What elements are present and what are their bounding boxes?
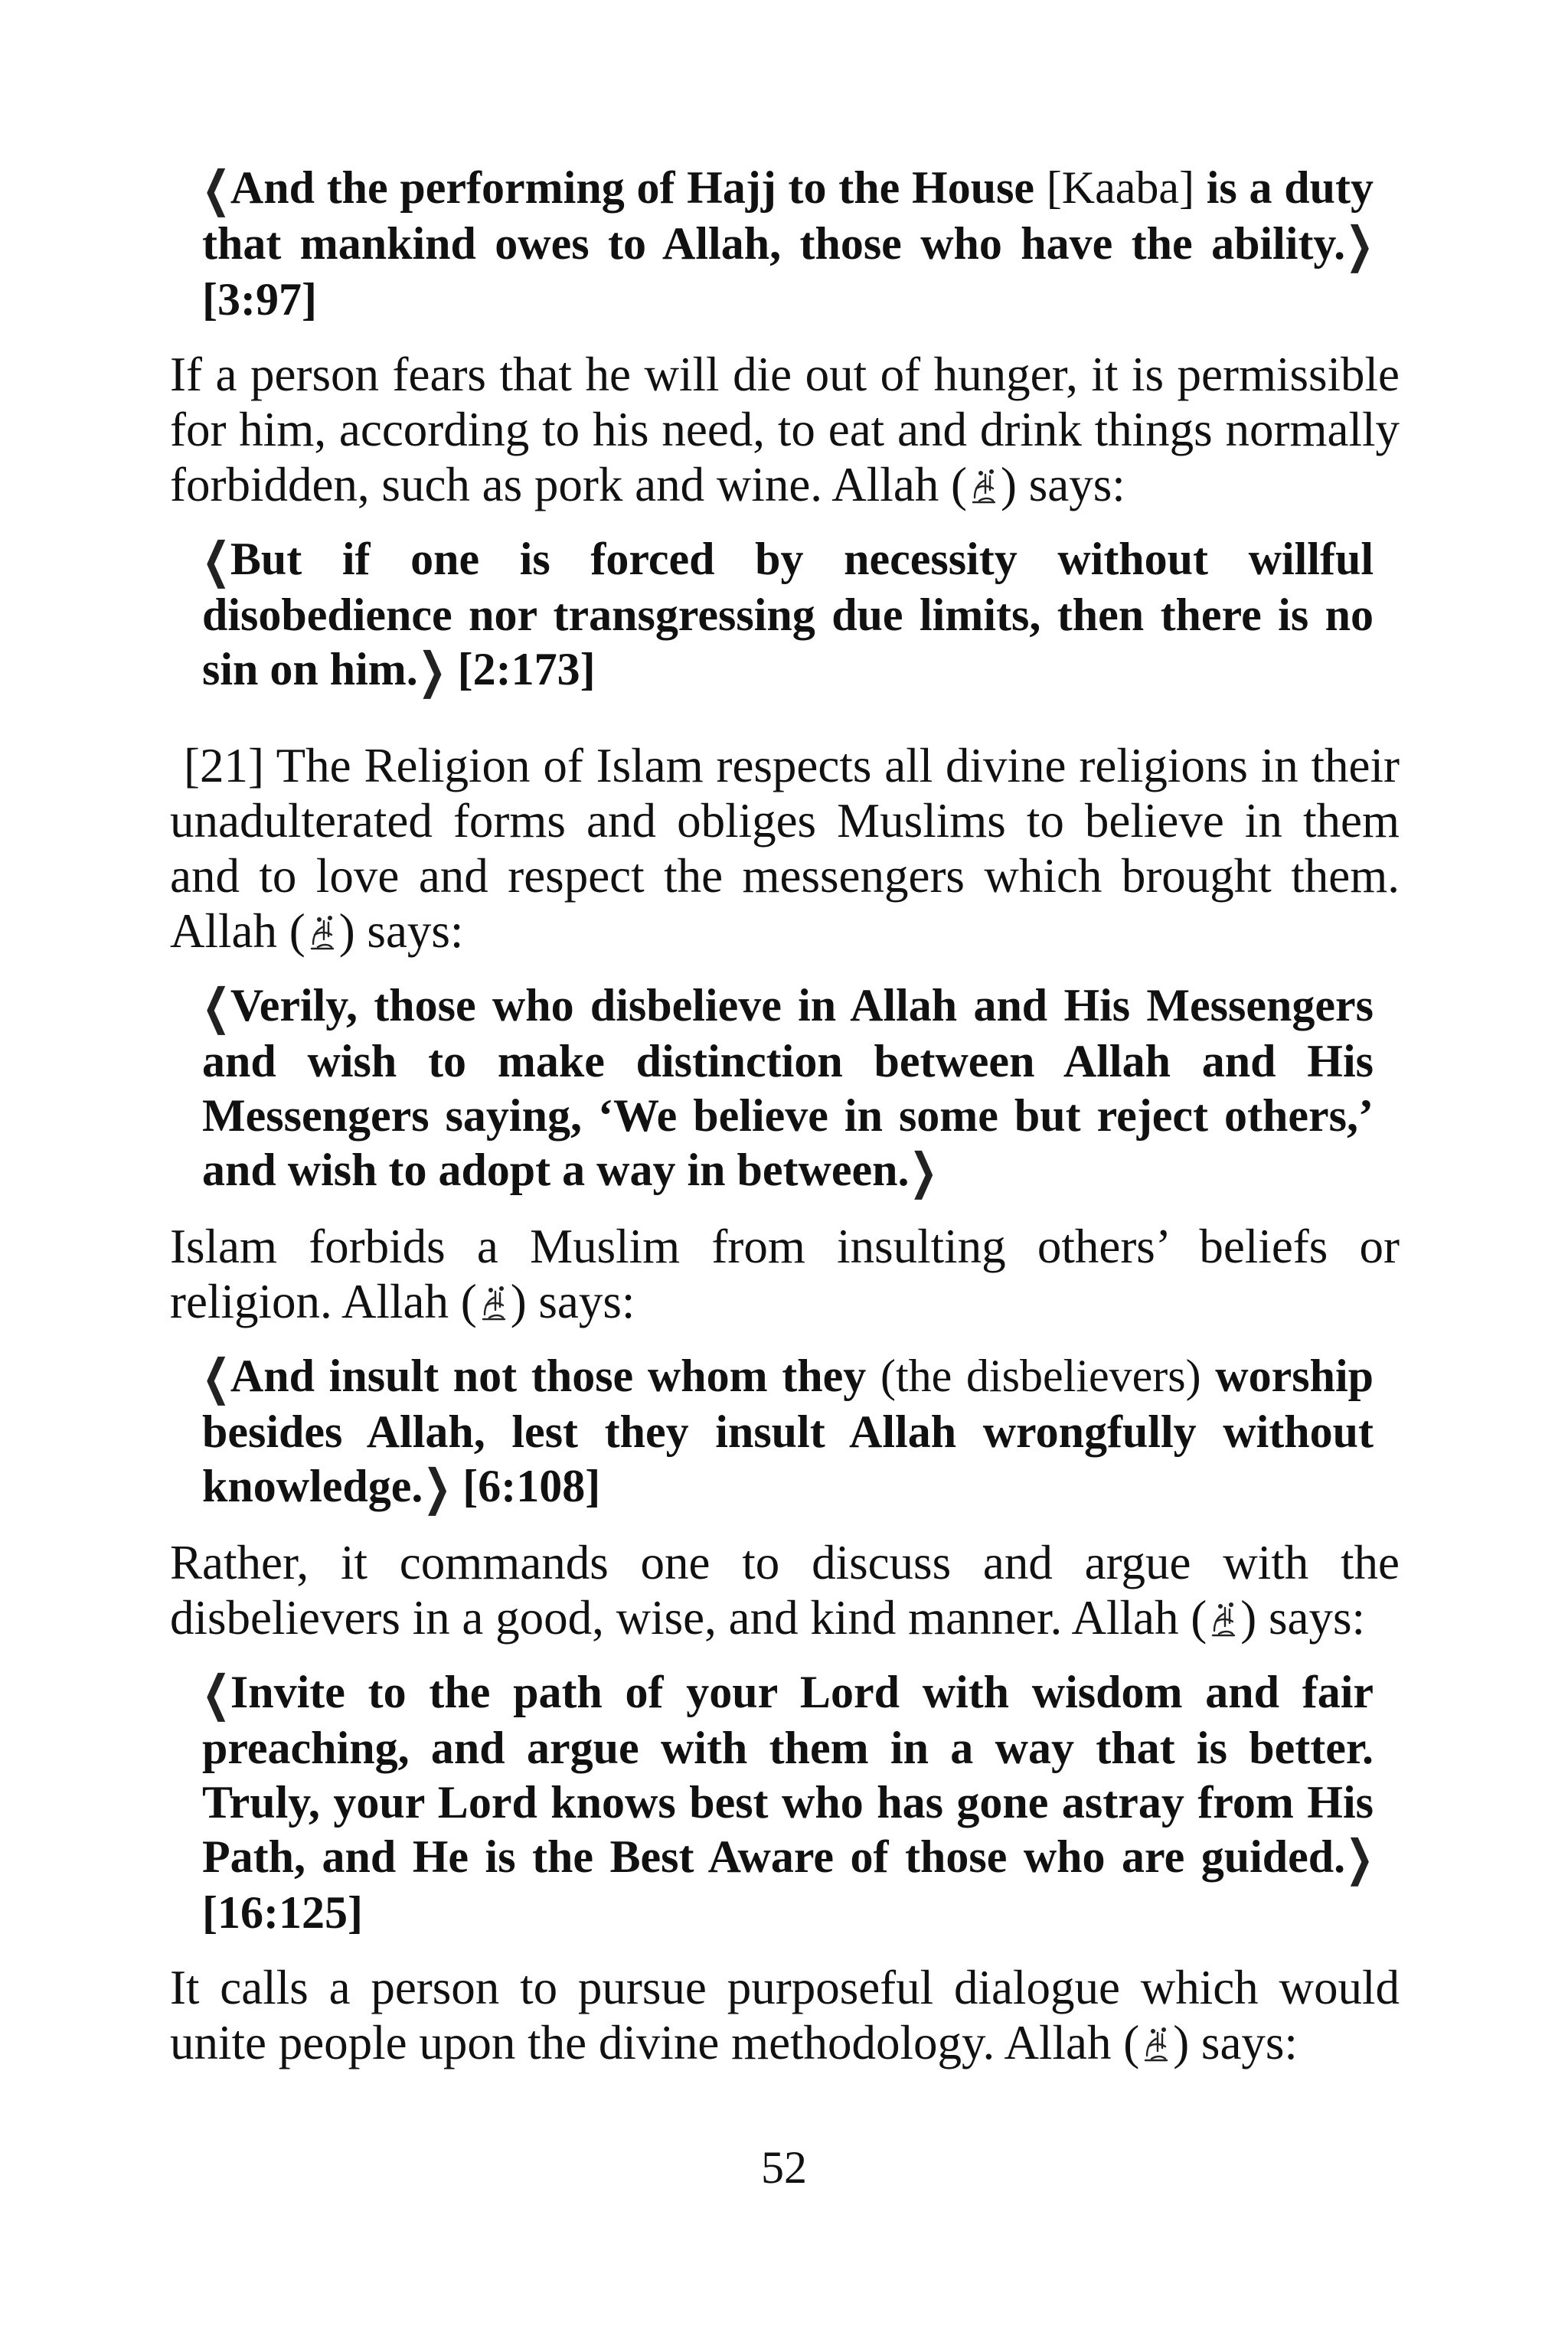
- verse-text: And insult not those whom they: [230, 1351, 880, 1401]
- ornate-close-bracket-icon: ❯: [1345, 217, 1374, 274]
- arabic-honorific-icon: [479, 1284, 509, 1324]
- open-paren: (: [951, 458, 968, 511]
- body-paragraph: [170, 1535, 1400, 1645]
- paragraph-text: If a person fears that he will die out of hunger, it is permissible for him, according to his need, to eat and drink things normally forbidden, such as pork and wine. Allah: [170, 348, 1400, 511]
- quran-verse-4-150: [202, 978, 1374, 1199]
- paragraph-text: ) says:: [1173, 2016, 1298, 2069]
- paragraph-text: Islam forbids a Muslim from insulting others’ beliefs or religion. Allah: [170, 1220, 1400, 1328]
- body-paragraph: [170, 347, 1400, 512]
- verse-text: And the performing of Hajj to the House: [230, 162, 1047, 213]
- page-number: 52: [761, 2142, 807, 2193]
- ornate-open-bracket-icon: ❮: [202, 1665, 230, 1723]
- quran-verse-3-97: [202, 161, 1374, 327]
- quran-verse-2-173: [202, 532, 1374, 698]
- arabic-honorific-icon: [969, 467, 999, 507]
- paragraph-text: ) says:: [510, 1275, 635, 1328]
- body-paragraph: [170, 1219, 1400, 1329]
- open-paren: (: [1123, 2016, 1140, 2069]
- ornate-close-bracket-icon: ❯: [417, 642, 446, 700]
- arabic-honorific-icon: [1141, 2025, 1171, 2065]
- paragraph-text: ) says:: [338, 904, 464, 958]
- ornate-close-bracket-icon: ❯: [909, 1143, 938, 1200]
- verse-gloss: (the disbelievers): [880, 1351, 1201, 1401]
- verse-reference: [2:173]: [457, 644, 596, 694]
- arabic-honorific-icon: [307, 913, 338, 953]
- verse-text: Invite to the path of your Lord with wisdom and fair preaching, and argue with them in a way that is better. Truly, your Lord knows best who has gone astray from His Path, and He is the Best Aware of those who are guided.: [202, 1667, 1374, 1882]
- body-paragraph: [170, 738, 1400, 959]
- verse-reference: [16:125]: [202, 1887, 363, 1938]
- ornate-close-bracket-icon: ❯: [423, 1459, 452, 1517]
- open-paren: (: [289, 904, 305, 958]
- paragraph-text: It calls a person to pursue purposeful dialogue which would unite people upon the divine methodology. Allah: [170, 1961, 1400, 2069]
- ornate-open-bracket-icon: ❮: [202, 532, 230, 590]
- verse-reference: [3:97]: [202, 274, 317, 325]
- quran-verse-6-108: [202, 1349, 1374, 1515]
- verse-gloss: [Kaaba]: [1046, 162, 1194, 213]
- paragraph-text: [21] The Religion of Islam respects all divine religions in their unadulterated forms and obliges Muslims to believe in them and to love and respect the messengers which brought them. Allah: [170, 739, 1400, 958]
- ornate-open-bracket-icon: ❮: [202, 1349, 230, 1406]
- paragraph-text: ) says:: [1001, 458, 1125, 511]
- ornate-close-bracket-icon: ❯: [1345, 1830, 1374, 1887]
- spacer: [170, 718, 1400, 738]
- open-paren: (: [1191, 1591, 1207, 1645]
- paragraph-text: ) says:: [1240, 1591, 1365, 1645]
- verse-text: Verily, those who disbelieve in Allah and His Messengers and wish to make distinction between Allah and His Messengers saying, ‘We believe in some but reject others,’ and wish to adopt a way in between.: [202, 980, 1374, 1195]
- verse-text: is a duty that mankind owes to Allah, those who have the ability.: [202, 162, 1374, 269]
- verse-text: worship besides Allah, lest they insult Allah wrongfully without knowledge.: [202, 1351, 1374, 1511]
- ornate-open-bracket-icon: ❮: [202, 161, 230, 218]
- verse-reference: [6:108]: [462, 1461, 601, 1511]
- quran-verse-16-125: [202, 1665, 1374, 1940]
- arabic-honorific-icon: [1208, 1600, 1239, 1640]
- ornate-open-bracket-icon: ❮: [202, 978, 230, 1036]
- verse-text: But if one is forced by necessity without willful disobedience nor transgressing due limits, then there is no sin on him.: [202, 534, 1374, 694]
- paragraph-text: Rather, it commands one to discuss and argue with the disbelievers in a good, wise, and kind manner. Allah: [170, 1536, 1400, 1645]
- body-paragraph: [170, 1960, 1400, 2070]
- page-content: [170, 161, 1400, 2090]
- open-paren: (: [460, 1275, 477, 1328]
